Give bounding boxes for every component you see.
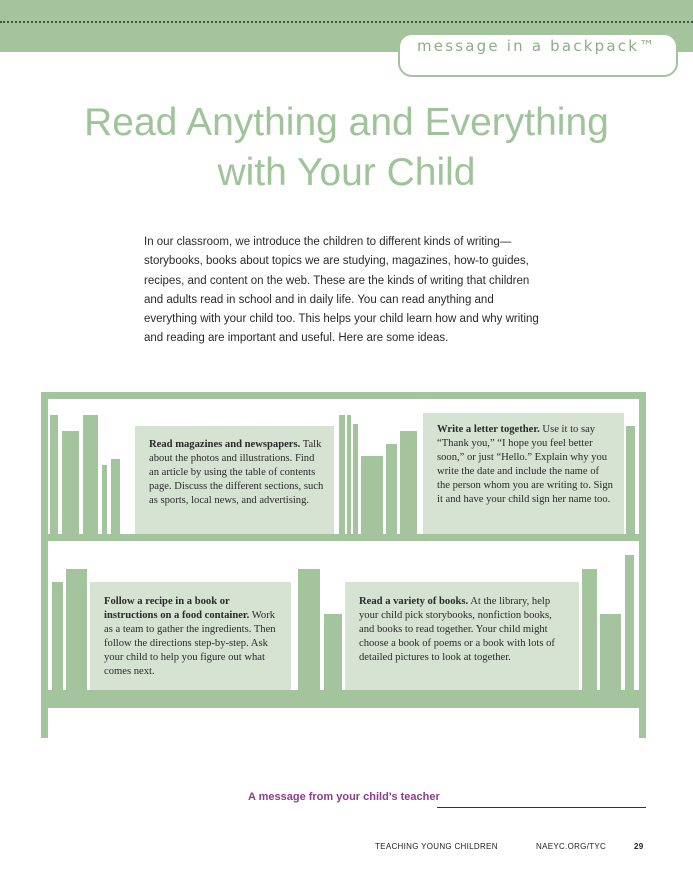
shelf-right-post <box>639 392 646 738</box>
book <box>102 465 107 534</box>
header-dotted-rule <box>0 21 693 23</box>
section-tab-label: message in a backpack™ <box>417 37 657 55</box>
tip-heading: Write a letter together. <box>437 424 540 435</box>
page-title-line-2: with Your Child <box>217 151 476 194</box>
tip-text-letter <box>437 423 613 507</box>
footer-publication: TEACHING YOUNG CHILDREN <box>375 842 498 851</box>
tip-body: Use it to say “Thank you,” “I hope you feel better soon,” or just “Hello.” Explain why you write the date and include the name of the person whom you are writing to. Sign it and have your child sign her name too. <box>437 424 613 505</box>
tip-body: At the library, help your child pick storybooks, nonfiction books, and books to read together. Your child might choose a book of poems or a book with lots of detailed pictures to look at together. <box>359 596 555 663</box>
book <box>50 415 58 534</box>
tip-heading: Read a variety of books. <box>359 596 469 607</box>
tip-body: Talk about the photos and illustrations. Find an article by using the table of contents page. Discuss the different sections, such as sports, local news, and advertising. <box>149 439 324 506</box>
shelf-middle-board <box>41 534 646 541</box>
book <box>52 582 63 690</box>
book <box>361 456 383 534</box>
book <box>111 459 120 534</box>
page-number: 29 <box>634 842 644 851</box>
book <box>339 415 345 534</box>
shelf-bottom-board <box>41 690 646 708</box>
page-title-line-1: Read Anything and Everything <box>84 101 609 144</box>
book <box>66 569 87 690</box>
book <box>400 431 417 534</box>
book <box>347 415 351 534</box>
book <box>386 444 397 534</box>
teacher-message-label: A message from your child’s teacher <box>248 791 440 803</box>
book <box>625 555 634 690</box>
shelf-left-post <box>41 392 48 738</box>
book <box>353 424 358 534</box>
tip-text-books <box>359 595 569 665</box>
book <box>600 614 621 690</box>
book <box>62 431 79 534</box>
tip-heading: Follow a recipe in a book or instructions on a food container. <box>104 596 250 621</box>
footer-url: NAEYC.ORG/TYC <box>536 842 607 851</box>
book <box>298 569 320 690</box>
book <box>83 415 98 534</box>
book <box>626 426 635 534</box>
shelf-top-rail <box>41 392 646 399</box>
page-title <box>40 98 653 198</box>
tip-text-magazines <box>149 438 324 508</box>
tip-text-recipe <box>104 595 280 679</box>
tip-heading: Read magazines and newspapers. <box>149 439 301 450</box>
tip-body: Work as a team to gather the ingredients. Then follow the directions step-by-step. Ask your child to help you figure out what comes next. <box>104 610 276 677</box>
book <box>324 614 342 690</box>
teacher-message-line <box>437 807 646 808</box>
book <box>582 569 597 690</box>
intro-paragraph: In our classroom, we introduce the children to different kinds of writing—storybooks, books about topics we are studying, magazines, how-to guides, recipes, and content on the web. These are the kinds of writing that children and adults read in school and in daily life. You can read anything and everything with your child too. This helps your child learn how and why writing and reading are important and useful. Here are some ideas. <box>144 236 539 345</box>
